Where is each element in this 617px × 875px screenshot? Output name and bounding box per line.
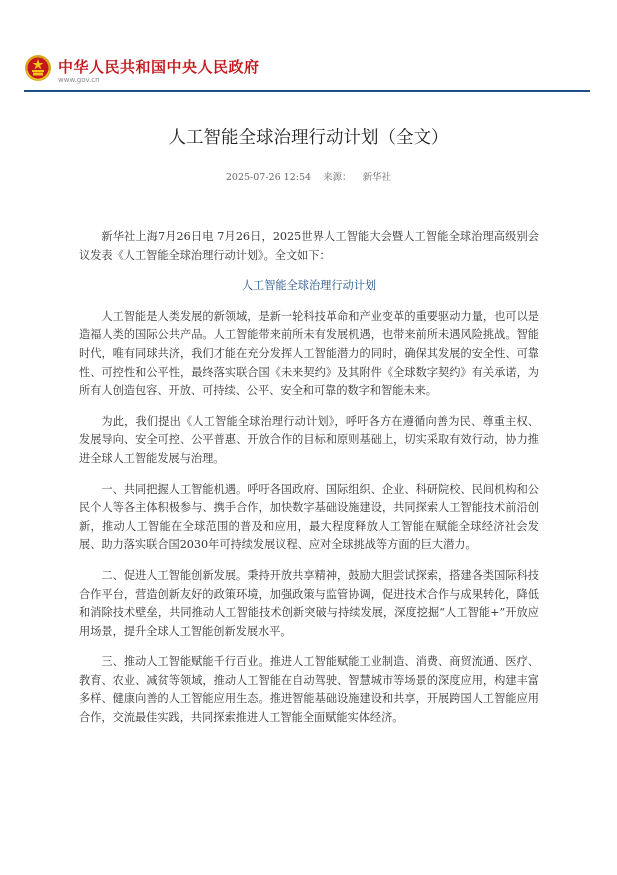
article-subheading: 人工智能全球治理行动计划 <box>241 279 377 293</box>
source-label: 来源： <box>323 172 352 183</box>
article-title: 人工智能全球治理行动计划（全文） <box>168 128 449 148</box>
lead-paragraph: 新华社上海7月26日电 7月26日，2025世界人工智能大会暨人工智能全球治理高级别会议发表《人工智能全球治理行动计划》。全文如下： <box>79 230 539 262</box>
publish-datetime: 2025-07-26 12:54 <box>225 172 312 183</box>
body-paragraph: 为此，我们提出《人工智能全球治理行动计划》，呼吁各方在遵循向善为民、尊重主权、发展导向、安全可控、公平普惠、开放合作的目标和原则基础上，切实采取有效行动，协力推进全球人工智能发展与治理。 <box>79 414 539 465</box>
site-url[interactable]: www.gov.cn <box>58 76 100 84</box>
site-name[interactable]: 中华人民共和国中央人民政府 <box>58 58 260 76</box>
national-emblem-icon[interactable] <box>24 54 52 82</box>
article-body <box>79 228 539 740</box>
source-name: 新华社 <box>362 172 392 183</box>
header-divider <box>24 90 590 92</box>
body-paragraph: 三、推动人工智能赋能千行百业。推进人工智能赋能工业制造、消费、商贸流通、医疗、教育、农业、减贫等领域，推动人工智能在自动驾驶、智慧城市等场景的深度应用，构建丰富多样、健康向善的人工智能应用生态。推进智能基础设施建设和共享，开展跨国人工智能应用合作，交流最佳实践，共同探索推进人工智能全面赋能实体经济。 <box>79 655 539 725</box>
body-paragraph: 二、促进人工智能创新发展。秉持开放共享精神，鼓励大胆尝试探索，搭建各类国际科技合作平台，营造创新友好的政策环境，加强政策与监管协调，促进技术合作与成果转化，降低和消除技术壁垒，共同推动人工智能技术创新突破与持续发展，深度挖掘“人工智能+”开放应用场景，提升全球人工智能创新发展水平。 <box>79 568 539 638</box>
article-meta <box>0 169 617 183</box>
site-header <box>24 54 594 94</box>
body-paragraph: 一、共同把握人工智能机遇。呼吁各国政府、国际组织、企业、科研院校、民间机构和公民个人等各主体积极参与、携手合作，加快数字基础设施建设，共同探索人工智能技术前沿创新，推动人工智能在全球范围的普及和应用，最大程度释放人工智能在赋能全球经济社会发展、助力落实联合国2030年可持续发展议程、应对全球挑战等方面的巨大潜力。 <box>79 482 539 552</box>
body-paragraph: 人工智能是人类发展的新领域，是新一轮科技革命和产业变革的重要驱动力量，也可以是造福人类的国际公共产品。人工智能带来前所未有发展机遇，也带来前所未遇风险挑战。智能时代，唯有同球共济，我们才能在充分发挥人工智能潜力的同时，确保其发展的安全性、可靠性、可控性和公平性，最终落实联合国《未来契约》及其附件《全球数字契约》有关承诺，为所有人创造包容、开放、可持续、公平、安全和可靠的数字和智能未来。 <box>79 309 539 398</box>
